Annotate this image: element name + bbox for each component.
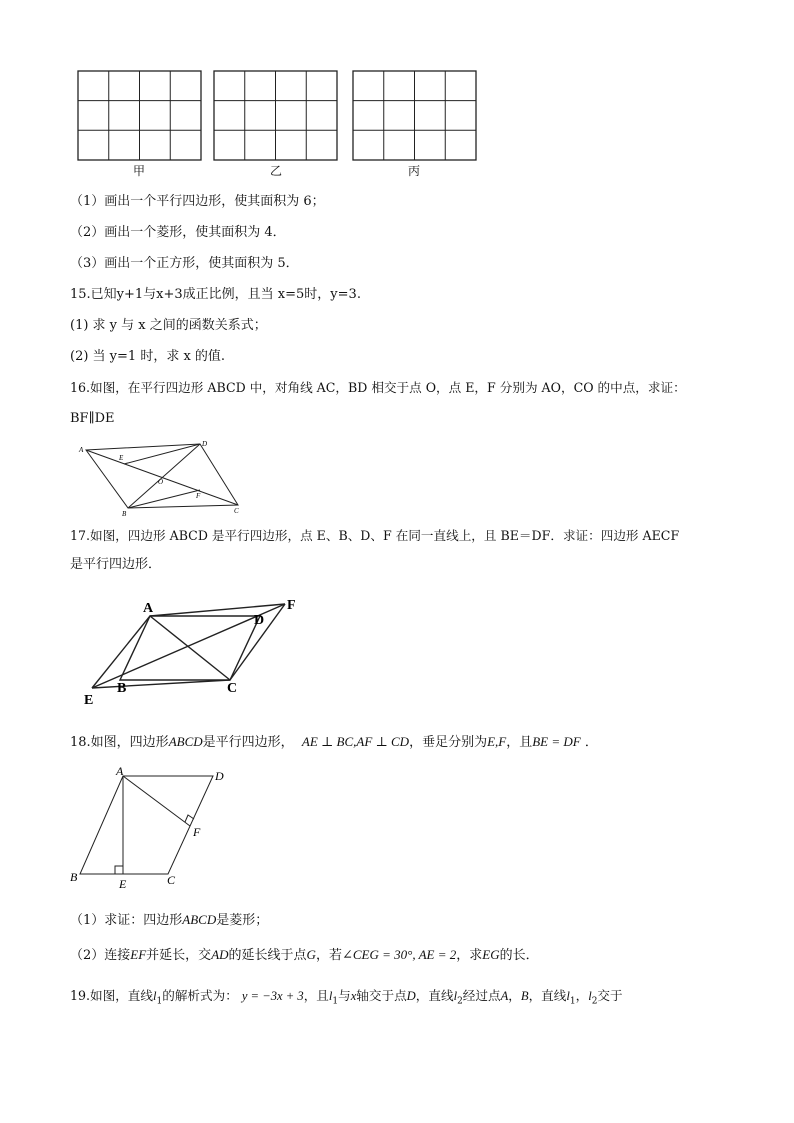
q19-l1-again: l: [328, 989, 333, 1003]
q17-line1: 17.如图，四边形 ABCD 是平行四边形，点 E、B、D、F 在同一直线上，且 BE＝DF．求证：四边形 AECF: [70, 528, 680, 543]
grid-label-jia: 甲: [133, 164, 146, 178]
q18-label-f: F: [193, 825, 201, 839]
q18-label-b: B: [70, 870, 78, 884]
grid-bing: [352, 70, 478, 162]
q17-label-d: D: [254, 613, 265, 628]
q18-label-e: E: [119, 877, 127, 891]
q18-stem-mid: 是平行四边形，: [202, 735, 294, 750]
q19-D: D: [406, 989, 416, 1003]
q18-stem-end: ．: [584, 735, 598, 750]
q18-part1-end: 是菱形；: [216, 913, 269, 928]
q16-line2: BF∥DE: [70, 411, 115, 426]
q17-label-a: A: [143, 601, 154, 616]
q18-part2-ad: AD: [211, 947, 229, 962]
grid-jia: [77, 70, 203, 162]
q19-a: 19.如图，直线: [70, 988, 153, 1003]
q19-h: ，: [508, 988, 521, 1003]
q15-part2: (2) 当 y=1 时，求 x 的值.: [70, 349, 226, 364]
q19-j: ，: [575, 988, 589, 1003]
q18-part2-ef: EF: [130, 947, 147, 962]
q19-x: x: [350, 989, 357, 1003]
q18-stem-ef: E,F: [487, 734, 507, 749]
q18-part2-f: 的长．: [499, 948, 539, 963]
q18-part1: [70, 912, 268, 929]
q18-part2-cond: ∠CEG = 30°, AE = 2: [341, 947, 457, 962]
q18-label-a: A: [116, 766, 124, 778]
q19-g: 经过点: [462, 988, 501, 1003]
q18-stem-eq: BE = DF: [532, 734, 581, 749]
q16-label-o: O: [158, 478, 164, 486]
q17-label-c: C: [227, 681, 238, 696]
q16-label-a: A: [79, 446, 84, 454]
q18-part2-d: ，若: [315, 948, 342, 963]
q16-label-b: B: [122, 510, 127, 518]
q18-part2-e: ，求: [456, 948, 483, 963]
q19-l1: l: [153, 989, 157, 1003]
q18-part2-g: G: [306, 947, 316, 962]
grid-label-yi: 乙: [270, 164, 283, 178]
q14-part2: （2）画出一个菱形，使其面积为 4．: [70, 225, 286, 240]
q15-stem: 15.已知y+1与x+3成正比例，且当 x=5时，y=3.: [70, 287, 361, 302]
grid-label-bing: 丙: [408, 164, 421, 178]
q15-part1: (1) 求 y 与 x 之间的函数关系式；: [70, 318, 267, 333]
q16-label-d: D: [202, 440, 208, 448]
q18-part2-a: （2）连接: [70, 948, 131, 963]
q16-line1: 16.如图，在平行四边形 ABCD 中，对角线 AC，BD 相交于点 O，点 E，F 分别为 AO，CO 的中点，求证：: [70, 380, 686, 395]
q18-part1-prefix: （1）求证：四边形: [70, 913, 183, 928]
q18-figure: [68, 766, 238, 892]
q18-stem-and: ，且: [506, 735, 533, 750]
q18-part2: [70, 947, 539, 964]
q19-B: B: [520, 989, 529, 1003]
q18-stem-foot: ，垂足分别为: [409, 735, 488, 750]
q17-label-e: E: [84, 693, 94, 708]
q19-d: 与: [338, 988, 351, 1003]
q18-part2-c: 的延长线于点: [228, 948, 307, 963]
q14-part3: （3）画出一个正方形，使其面积为 5．: [70, 256, 299, 271]
q14-part1: （1）画出一个平行四边形，使其面积为 6；: [70, 194, 325, 209]
q18-stem-abcd: ABCD: [168, 734, 203, 749]
q19-formula: y = −3x + 3: [241, 989, 304, 1003]
q19-k: 交于: [597, 988, 623, 1003]
q19-l1-third-sub: 1: [569, 996, 576, 1007]
q18-part2-eg: EG: [482, 947, 500, 962]
q18-stem-prefix: 18.如图，四边形: [70, 735, 169, 750]
q19-f: ，直线: [415, 988, 454, 1003]
q18-part2-b: 并延长，交: [146, 948, 212, 963]
q18-part1-abcd: ABCD: [182, 912, 217, 927]
q18-label-d: D: [215, 769, 224, 783]
q19-stem: [70, 988, 623, 1010]
q18-stem-perp: AE ⊥ BC,AF ⊥ CD: [301, 734, 410, 749]
q19-b: 的解析式为：: [162, 988, 238, 1003]
q17-label-f: F: [287, 598, 296, 613]
q17-label-b: B: [117, 681, 127, 696]
q16-label-c: C: [234, 507, 239, 515]
q16-label-f: F: [196, 492, 201, 500]
q18-stem: [70, 734, 598, 751]
q19-l2-again: l: [588, 989, 592, 1003]
q19-l1-third: l: [566, 989, 570, 1003]
q19-i: ，直线: [528, 988, 567, 1003]
q16-figure: [76, 438, 248, 518]
q19-l1-again-sub: 1: [332, 996, 339, 1007]
q19-l2: l: [453, 989, 458, 1003]
q18-label-c: C: [167, 873, 176, 887]
q16-label-e: E: [119, 454, 124, 462]
grid-yi: [213, 70, 339, 162]
q19-l2-sub: 2: [457, 996, 463, 1007]
q19-l1-sub: 1: [156, 996, 163, 1007]
q19-c: ，且: [303, 988, 329, 1003]
q19-A: A: [500, 989, 509, 1003]
q19-e: 轴交于点: [356, 988, 407, 1003]
q17-line2: 是平行四边形．: [70, 557, 162, 572]
q17-figure: [80, 594, 310, 710]
q19-l2-again-sub: 2: [591, 996, 598, 1007]
